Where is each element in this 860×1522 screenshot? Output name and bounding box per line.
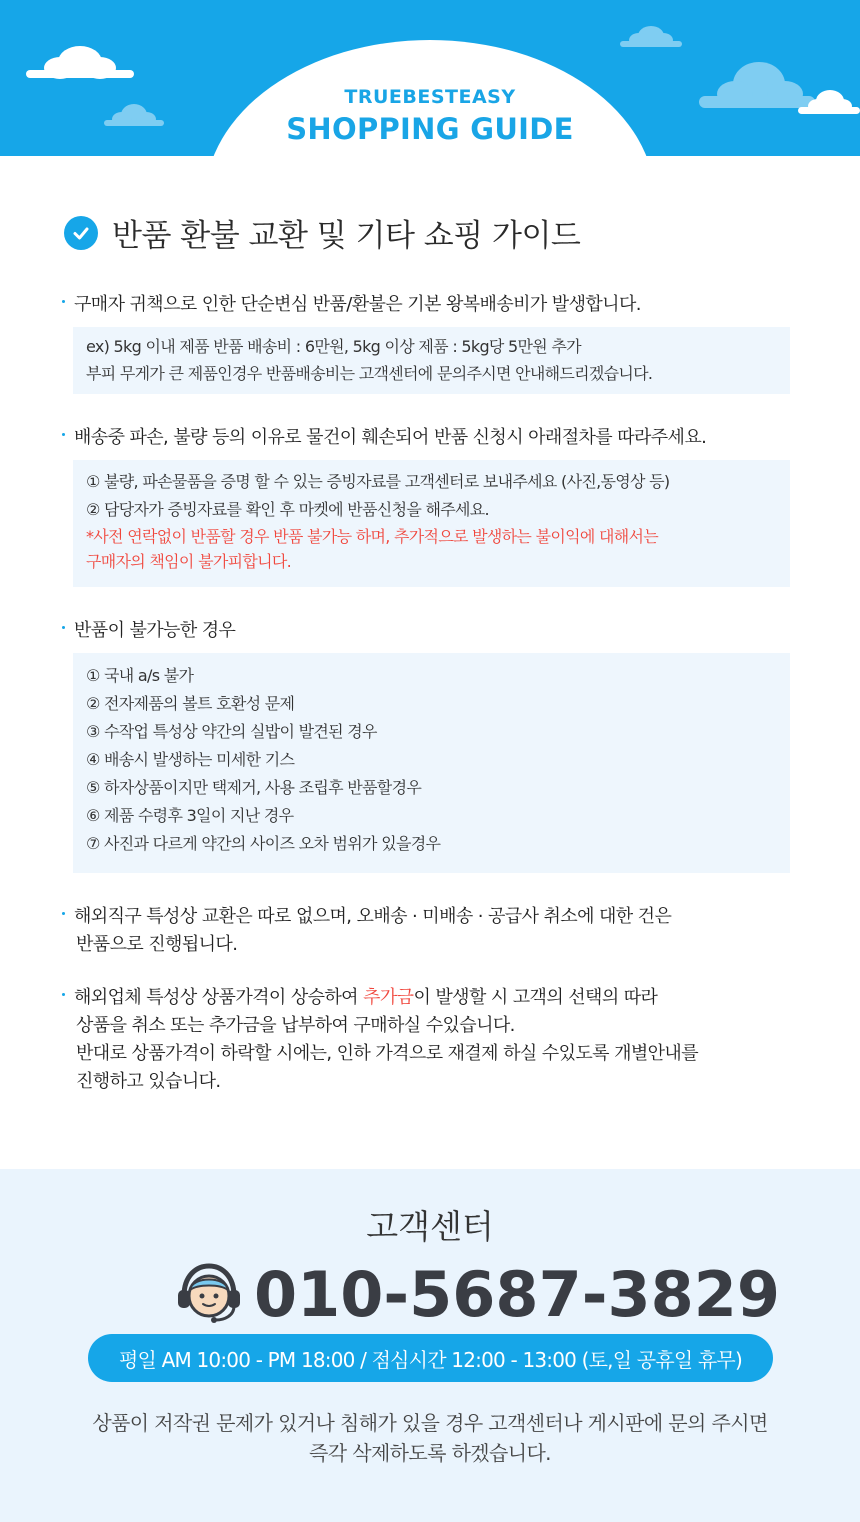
info-box-line: ① 불량, 파손물품을 증명 할 수 있는 증빙자료를 고객센터로 보내주세요 (사진,동영상 등) <box>86 472 670 491</box>
phone-number[interactable]: 010-5687-3829 <box>254 1258 781 1331</box>
bullet-dot <box>62 993 65 996</box>
guide-item-text: 해외업체 특성상 상품가격이 상승하여 <box>74 987 364 1008</box>
cloud-icon <box>618 24 684 48</box>
guide-item-text: 이 발생할 시 고객의 선택의 따라 <box>413 987 658 1008</box>
guide-item-price-change <box>62 984 698 1096</box>
bullet-dot <box>62 626 65 629</box>
page-heading: SHOPPING GUIDE <box>286 112 574 146</box>
info-box-line: ② 전자제품의 볼트 호환성 문제 <box>86 694 295 713</box>
bullet-dot <box>62 433 65 436</box>
guide-item-text: 배송중 파손, 불량 등의 이유로 물건이 훼손되어 반품 신청시 아래절차를 따라주세요. <box>74 427 707 448</box>
guide-item-line: 상품을 취소 또는 추가금을 납부하여 구매하실 수있습니다. <box>76 1015 515 1036</box>
info-box-non-returnable-cases <box>73 653 790 873</box>
info-box-line: ⑤ 하자상품이지만 택제거, 사용 조립후 반품할경우 <box>86 778 422 797</box>
guide-item-line <box>62 903 671 931</box>
warning-line: 구매자의 책임이 불가피합니다. <box>86 552 291 571</box>
bullet-dot <box>62 300 65 303</box>
customer-center-title: 고객센터 <box>366 1207 494 1246</box>
info-box-return-procedure <box>73 460 790 587</box>
brand-name: TRUEBESTEASY <box>344 86 516 108</box>
headset-agent-icon <box>174 1262 244 1328</box>
guide-item-return-shipping <box>62 291 641 319</box>
section-title-text: 반품 환불 교환 및 기타 쇼핑 가이드 <box>112 218 581 254</box>
section-title <box>64 210 580 255</box>
guide-item-text: 구매자 귀책으로 인한 단순변심 반품/환불은 기본 왕복배송비가 발생합니다. <box>74 294 641 315</box>
guide-item-line: 반대로 상품가격이 하락할 시에는, 인하 가격으로 재결제 하실 수있도록 개별안내를 <box>76 1043 699 1064</box>
guide-item-text: 해외직구 특성상 교환은 따로 없으며, 오배송 · 미배송 · 공급사 취소에 대한 건은 <box>74 906 672 927</box>
guide-item-line <box>62 984 698 1012</box>
copyright-notice <box>0 1408 860 1468</box>
notice-line: 즉각 삭제하도록 하겠습니다. <box>309 1441 551 1465</box>
info-box-line: ex) 5kg 이내 제품 반품 배송비 : 6만원, 5kg 이상 제품 : 5kg당 5만원 추가 <box>86 337 581 356</box>
info-box-line: ③ 수작업 특성상 약간의 실밥이 발견된 경우 <box>86 722 377 741</box>
info-box-line: ⑦ 사진과 다르게 약간의 사이즈 오차 범위가 있을경우 <box>86 834 441 853</box>
notice-line: 상품이 저작권 문제가 있거나 침해가 있을 경우 고객센터나 게시판에 문의 주시면 <box>92 1411 768 1435</box>
guide-item-line: 반품으로 진행됩니다. <box>76 934 238 955</box>
guide-item-non-returnable <box>62 617 235 645</box>
info-box-line: ⑥ 제품 수령후 3일이 지난 경우 <box>86 806 294 825</box>
phone-block <box>174 1258 780 1331</box>
check-icon <box>64 216 98 250</box>
guide-item-damaged-return <box>62 424 706 452</box>
info-box-line: ① 국내 a/s 불가 <box>86 666 194 685</box>
guide-item-overseas-exchange <box>62 903 671 959</box>
info-box-line: 부피 무게가 큰 제품인경우 반품배송비는 고객센터에 문의주시면 안내해드리겠습니다. <box>86 364 653 383</box>
highlight-text: 추가금 <box>363 987 414 1008</box>
cloud-icon <box>24 44 136 80</box>
guide-item-line: 진행하고 있습니다. <box>76 1071 221 1092</box>
guide-item-text: 반품이 불가능한 경우 <box>74 620 236 641</box>
warning-line: *사전 연락없이 반품할 경우 반품 불가능 하며, 추가적으로 발생하는 불이익에 대해서는 <box>86 527 659 546</box>
bullet-dot <box>62 912 65 915</box>
info-box-line: ② 담당자가 증빙자료를 확인 후 마켓에 반품신청을 해주세요. <box>86 500 489 519</box>
info-box-line: ④ 배송시 발생하는 미세한 기스 <box>86 750 295 769</box>
business-hours-badge: 평일 AM 10:00 - PM 18:00 / 점심시간 12:00 - 13:00 (토,일 공휴일 휴무) <box>88 1334 773 1382</box>
info-box-shipping-fee <box>73 327 790 394</box>
